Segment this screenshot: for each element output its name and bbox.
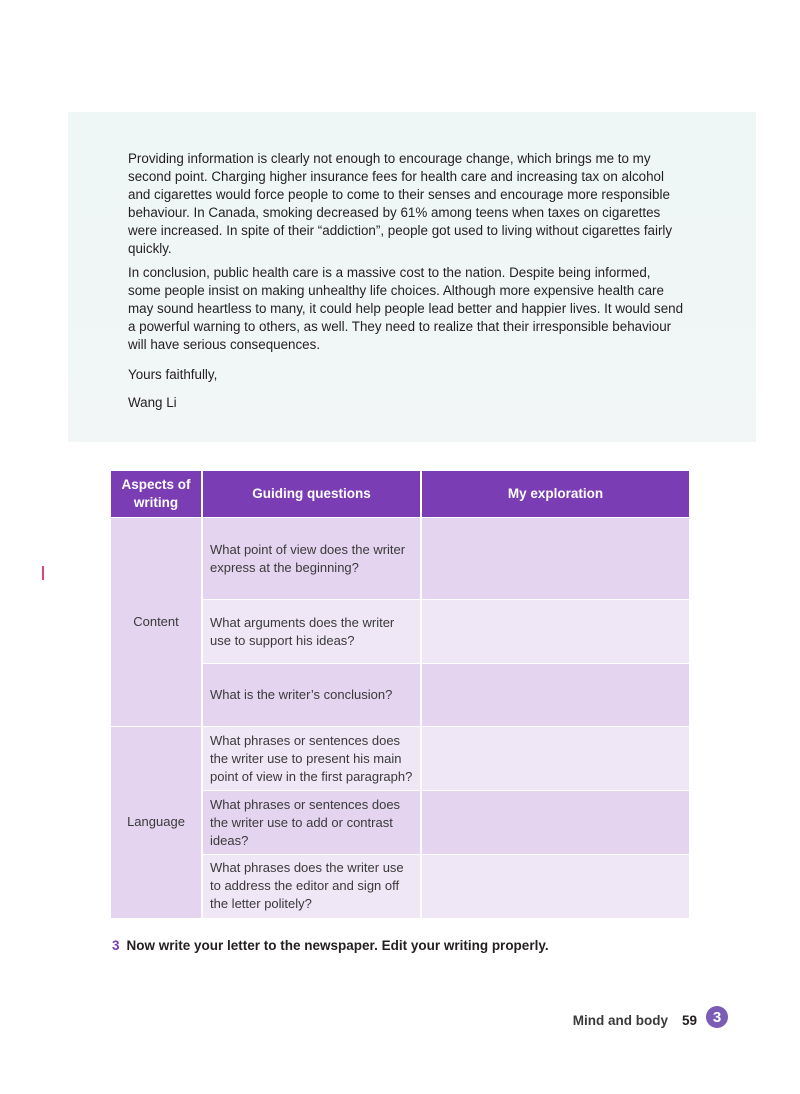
aspect-content: Content xyxy=(111,518,202,727)
footer-section-title: Mind and body xyxy=(572,1012,668,1028)
unit-badge: 3 xyxy=(706,1006,728,1028)
exploration-cell[interactable] xyxy=(421,518,689,600)
letter-paragraph-1: Providing information is clearly not enough to encourage change, which brings me to my second point. Charging higher insurance fees for health care and increasing tax on alcohol and cigarettes would force people to come to their senses and encourage more responsible behaviour. In Canada, smoking decreased by 61% among teens when taxes on cigarettes were increased. In spite of their “addiction”, people got used to living without cigarettes fairly quickly. xyxy=(128,151,673,256)
letter-paragraph-2: In conclusion, public health care is a massive cost to the nation. Despite being informed, some people insist on making unhealthy life choices. Although more expensive health care may sound heartless to many, it could help people lead better and happier lives. It would send a powerful warning to others, as well. They need to realize that their irresponsible behaviour will have serious consequences. xyxy=(128,265,684,352)
question-cell: What phrases does the writer use to address the editor and sign off the letter politely? xyxy=(202,855,421,918)
table-header-row xyxy=(111,471,689,518)
letter-signature: Wang Li xyxy=(128,395,177,410)
aspect-language: Language xyxy=(111,727,202,918)
question-cell: What arguments does the writer use to support his ideas? xyxy=(202,600,421,664)
exploration-cell[interactable] xyxy=(421,855,689,918)
page-number: 59 xyxy=(681,1012,697,1028)
exploration-cell[interactable] xyxy=(421,727,689,791)
task-text: Now write your letter to the newspaper. Edit your writing properly. xyxy=(126,938,549,953)
task-instruction xyxy=(112,938,549,953)
letter-text xyxy=(128,150,684,418)
question-cell: What is the writer’s conclusion? xyxy=(202,664,421,727)
task-number: 3 xyxy=(112,938,120,953)
exploration-cell[interactable] xyxy=(421,600,689,664)
question-cell: What phrases or sentences does the writer use to add or contrast ideas? xyxy=(202,791,421,855)
question-cell: What phrases or sentences does the writer use to present his main point of view in the first paragraph? xyxy=(202,727,421,791)
exploration-cell[interactable] xyxy=(421,664,689,727)
header-guiding-questions: Guiding questions xyxy=(202,471,421,518)
table-row xyxy=(111,727,689,791)
header-aspects: Aspects of writing xyxy=(111,471,202,518)
guiding-questions-table xyxy=(111,471,689,918)
exploration-cell[interactable] xyxy=(421,791,689,855)
page-footer xyxy=(573,1009,728,1031)
table-row xyxy=(111,518,689,600)
question-cell: What point of view does the writer express at the beginning? xyxy=(202,518,421,600)
margin-mark xyxy=(42,566,44,580)
letter-closing: Yours faithfully, xyxy=(128,367,218,382)
header-my-exploration: My exploration xyxy=(421,471,689,518)
